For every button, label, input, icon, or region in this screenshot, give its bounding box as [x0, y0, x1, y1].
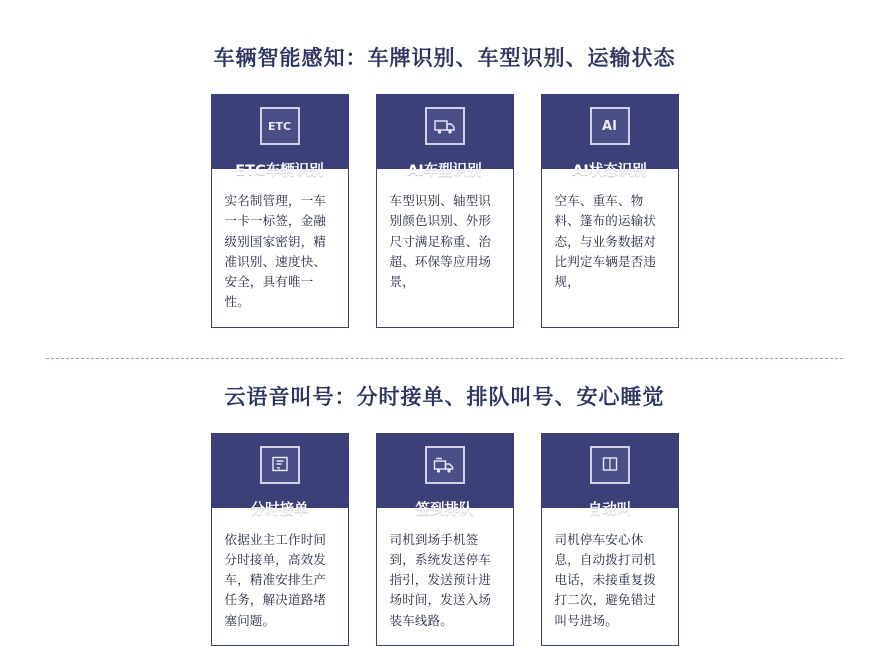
- card-body-text: 司机到场手机签到，系统发送停车指引，发送预计进场时间，发送入场装车线路。: [389, 531, 492, 628]
- section-cloud-voice-call: [0, 359, 889, 646]
- card-body-text: 实名制管理，一车一卡一标签，金融级别国家密钥，精准识别、速度快、安全，具有唯一性。: [224, 193, 327, 310]
- truck-scan-icon: [425, 107, 465, 145]
- section-title: 车辆智能感知：车牌识别、车型识别、运输状态: [213, 46, 676, 70]
- order-note-icon: [260, 446, 300, 484]
- card-title: AI状态识别: [572, 163, 647, 179]
- section-title: 云语音叫号：分时接单、排队叫号、安心睡觉: [224, 384, 665, 409]
- card-header: [542, 434, 678, 518]
- card-header: [212, 95, 348, 179]
- card-header: [377, 434, 513, 518]
- card-body-text: 司机停车安心休息，自动拨打司机电话，未接重复拨打二次，避免错过叫号进场。: [554, 531, 657, 628]
- card-header: [542, 95, 678, 179]
- card-row: [0, 433, 889, 646]
- card-etc-vehicle-recognition[interactable]: [211, 94, 349, 328]
- card-title: 签到排队: [415, 501, 474, 518]
- card-body-text: 空车、重车、物料、篷布的运输状态，与业务数据对比判定车辆是否违规，: [554, 193, 657, 289]
- card-title: 自动叫: [587, 501, 632, 518]
- card-row: [0, 94, 889, 328]
- auto-call-icon: [590, 446, 630, 484]
- card-ai-status-recognition[interactable]: [541, 94, 679, 328]
- card-header: [377, 95, 513, 179]
- card-time-slot-order[interactable]: [211, 433, 349, 646]
- card-header: [212, 434, 348, 518]
- card-body-text: 依据业主工作时间分时接单，高效发车，精准安排生产任务，解决道路堵塞问题。: [224, 531, 327, 628]
- card-auto-call[interactable]: [541, 433, 679, 646]
- card-title: AI车型识别: [407, 163, 482, 179]
- card-checkin-queue[interactable]: [376, 433, 514, 646]
- card-title: 分时接单: [250, 501, 309, 518]
- etc-badge-icon: ETC: [260, 107, 300, 145]
- card-ai-vehicle-type[interactable]: [376, 94, 514, 328]
- card-body-text: 车型识别、轴型识别颜色识别、外形尺寸满足称重、治超、环保等应用场景，: [389, 193, 492, 289]
- card-title: ETC车辆识别: [235, 163, 324, 179]
- truck-queue-icon: [425, 446, 465, 484]
- ai-badge-icon: AI: [590, 107, 630, 145]
